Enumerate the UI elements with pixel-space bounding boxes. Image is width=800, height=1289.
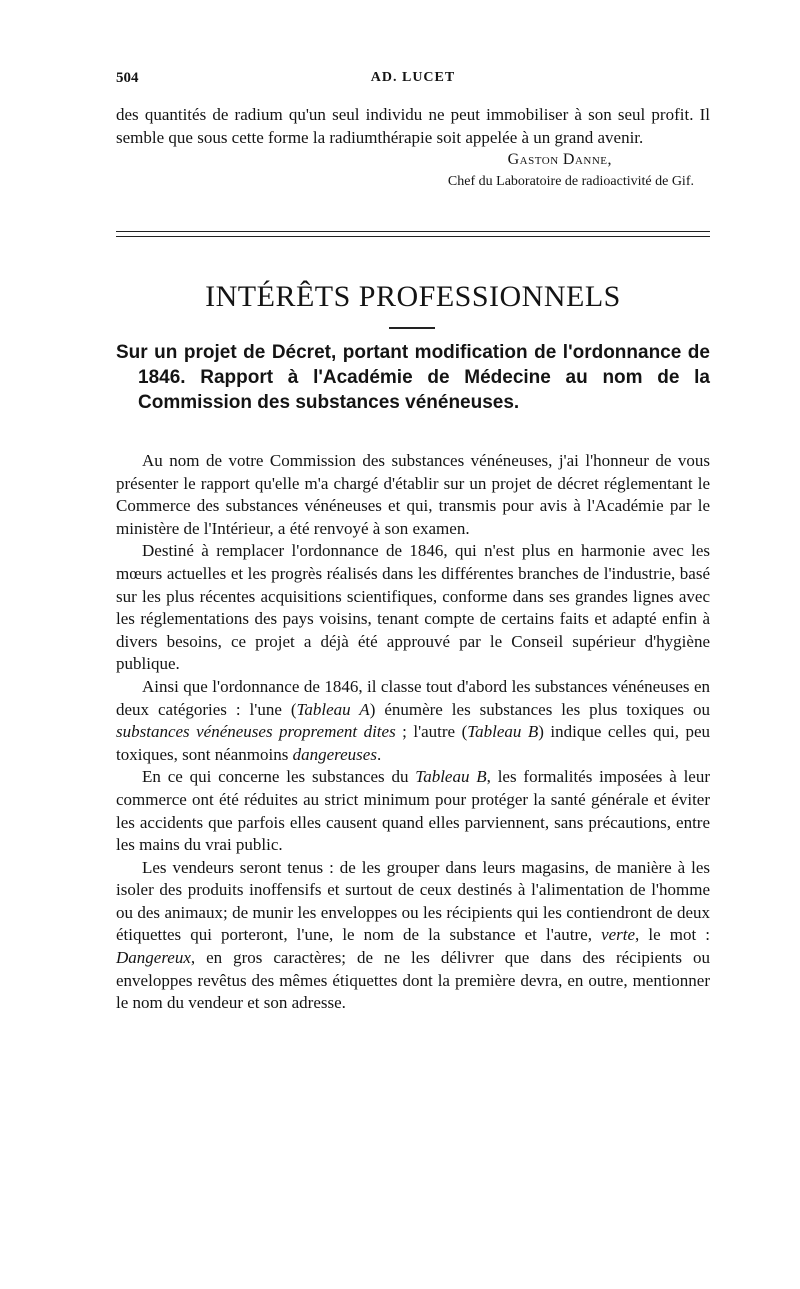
title-underline: [389, 327, 435, 329]
paragraph-1: Au nom de votre Commission des substances vénéneuses, j'ai l'honneur de vous présenter le rapport qu'elle m'a chargé d'établir sur un projet de décret réglementant le Commerce des substances vénéneuses et qui, transmis pour avis à l'Académie par le ministère de l'Intérieur, a été renvoyé à son examen.: [116, 451, 710, 538]
running-head: AD. LUCET: [370, 70, 456, 85]
paragraph-3: Ainsi que l'ordonnance de 1846, il classe tout d'abord les substances vénéneuses en deux catégories : l'une (Tableau A) énumère les substances les plus toxiques ou substances vénéneuses proprement dites ; l'autre (Tableau B) indique celles qui, peu toxiques, sont néanmoins dangereuses.: [116, 676, 710, 764]
signature-name: Gaston Danne,: [507, 151, 612, 169]
previous-article-ending: [116, 104, 710, 192]
paragraph-4: En ce qui concerne les substances du Tableau B, les formalités imposées à leur commerce ont été réduites au strict minimum pour protéger la santé générale et éviter les accidents que parfois elles causent quand elles parviennent, sans précautions, entre les mains du vrai public.: [116, 767, 710, 855]
section-title: INTÉRÊTS PROFESSIONNELS: [205, 280, 621, 313]
article-title: Sur un projet de Décret, portant modification de l'ordonnance de 1846. Rapport à l'Académie de Médecine au nom de la Commission des substances vénéneuses.: [116, 342, 710, 413]
section-divider: [116, 231, 710, 237]
paragraph-2: Destiné à remplacer l'ordonnance de 1846, qui n'est plus en harmonie avec les mœurs actuelles et les progrès réalisés dans les différentes branches de l'industrie, basé sur les plus récentes acquisitions scientifiques, conforme dans ses grandes lignes avec les réglementations des pays voisins, tenant compte de certains faits et adapté enfin à divers besoins, ce projet a déjà été approuvé par le Conseil supérieur d'hygiène publique.: [116, 541, 710, 674]
signature-role: Chef du Laboratoire de radioactivité de Gif.: [447, 173, 694, 189]
page-number: 504: [116, 70, 139, 86]
previous-article-text: des quantités de radium qu'un seul individu ne peut immobiliser à son seul profit. Il semble que sous cette forme la radiumthérapie soit appelée à un grand avenir.: [116, 105, 710, 147]
paragraph-5: Les vendeurs seront tenus : de les grouper dans leurs magasins, de manière à les isoler des produits inoffensifs et surtout de ceux destinés à l'alimentation de l'homme ou des animaux; de munir les enveloppes ou les récipients qui les contiendront de deux étiquettes qui porteront, l'une, le nom de la substance et l'autre, verte, le mot : Dangereux, en gros caractères; de ne les délivrer que dans des récipients ou enveloppes revêtus des mêmes étiquettes dont la première devra, en outre, mentionner le nom du vendeur et son adresse.: [116, 857, 710, 1013]
page-header: [116, 70, 710, 94]
article-body: [116, 450, 710, 1015]
